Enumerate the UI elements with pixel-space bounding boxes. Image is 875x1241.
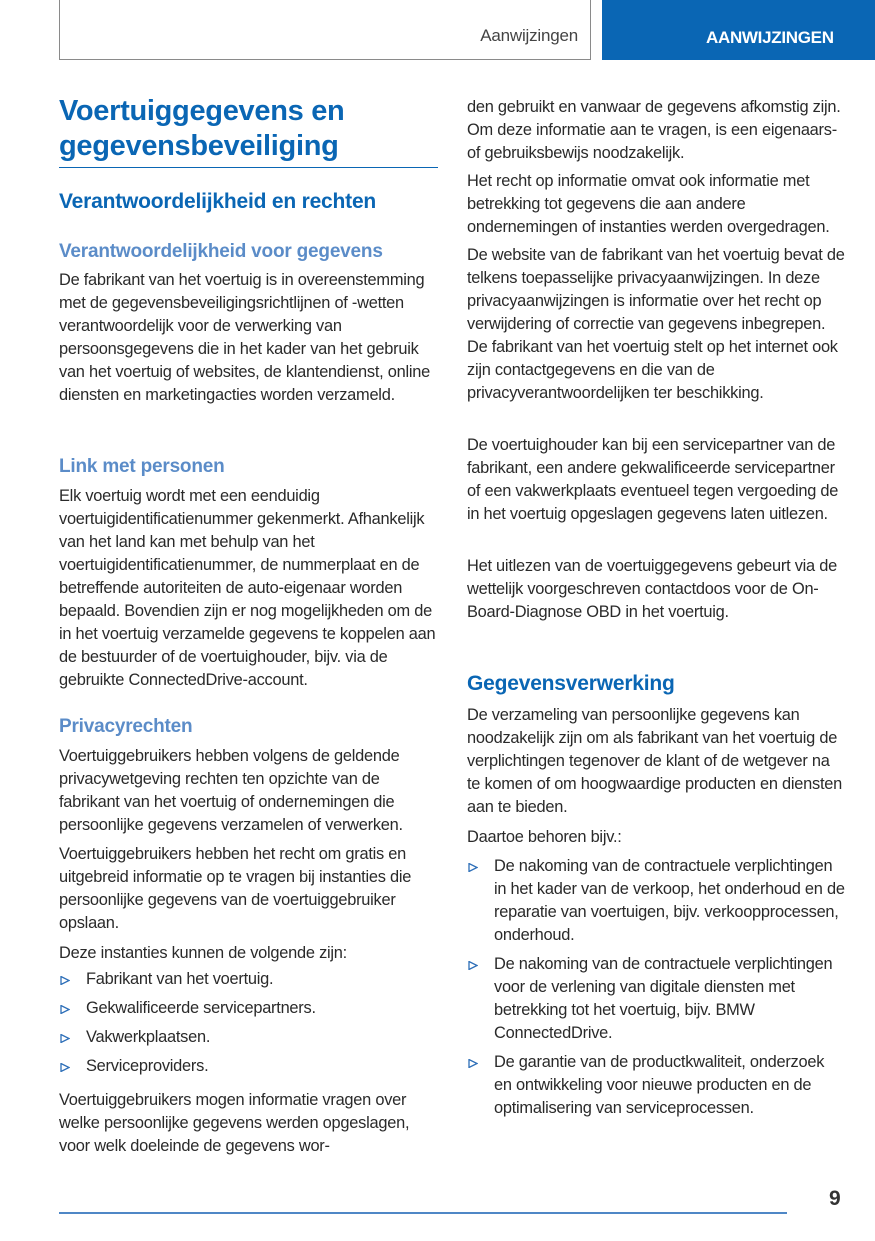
- instances-list: [59, 968, 437, 1078]
- triangle-bullet-icon: [60, 997, 70, 1020]
- chapter-tab-label: AANWIJZINGEN: [706, 28, 834, 47]
- list-item: Gekwalificeerde servicepartners.: [59, 997, 437, 1020]
- triangle-bullet-icon: [60, 1055, 70, 1078]
- paragraph-info-right: Het recht op informatie omvat ook informatie met betrekking tot gegevens die aan andere ondernemingen of instanties werden overgedragen.: [467, 172, 830, 236]
- list-item: Vakwerkplaatsen.: [59, 1026, 437, 1049]
- header-chapter-title: Aanwijzingen: [480, 26, 578, 45]
- paragraph-obd: Het uitlezen van de voertuiggegevens gebeurt via de wettelijk voorgeschreven contactdoos voor de On-Board-Diagnose OBD in het voertuig.: [467, 557, 837, 621]
- triangle-bullet-icon: [468, 855, 478, 878]
- list-item: De nakoming van de contractuele verplichtingen voor de verlening van digitale diensten met betrekking tot het voertuig, bijv. BMW ConnectedDrive.: [467, 953, 845, 1045]
- paragraph-privacy-request-part2: den gebruikt en vanwaar de gegevens afkomstig zijn. Om deze informatie aan te vragen, is een eigenaars- of gebruiksbewijs noodzakelijk.: [467, 98, 841, 162]
- triangle-bullet-icon: [60, 1026, 70, 1049]
- paragraph-link-persons: Elk voertuig wordt met een eenduidig voertuigidentificatienummer gekenmerkt. Afhankelijk van het land kan met behulp van het voertuigidentificatienummer, de nummerplaat en de betreffende autoriteiten de auto-eigenaar worden bepaald. Bovendien zijn er nog mogelijkheden om de in het voertuig verzamelde gegevens te koppelen aan de bestuurder of de voertuighouder, bijv. via de gebruikte ConnectedDrive-account.: [59, 487, 436, 689]
- paragraph-privacy-rights-1: Voertuiggebruikers hebben volgens de geldende privacywetgeving rechten ten opzichte van de fabrikant van het voertuig of ondernemingen die persoonlijke gegevens verzamelen of verwerken.: [59, 747, 403, 834]
- triangle-bullet-icon: [60, 968, 70, 991]
- paragraph-data-responsibility: De fabrikant van het voertuig is in overeenstemming met de gegevensbeveiligingsrichtlijnen of -wetten verantwoordelijk voor de verwerking van persoonsgegevens die in het kader van het gebruik van het voertuig of websites, de klantendienst, online diensten en marketingacties worden verzameld.: [59, 271, 431, 404]
- paragraph-privacy-request-part1: [59, 1089, 419, 1158]
- paragraph-instances-intro: Deze instanties kunnen de volgende zijn:: [59, 944, 347, 962]
- section-heading-responsibility: Verantwoordelijkheid en rechten: [59, 190, 377, 213]
- list-item: De garantie van de productkwaliteit, onderzoek en ontwikkeling voor nieuwe producten en de optimalisering van serviceprocessen.: [467, 1051, 845, 1120]
- paragraph-website: De website van de fabrikant van het voertuig bevat de telkens toepasselijke privacyaanwijzingen. In deze privacyaanwijzingen is informatie over het recht op verwijdering of correctie van gegevens inbegrepen. De fabrikant van het voertuig stelt op het internet ook zijn contactgegevens en die van de privacyverantwoordelijken ter beschikking.: [467, 246, 845, 402]
- list-item: Fabrikant van het voertuig.: [59, 968, 437, 991]
- paragraph-vehicle-holder: De voertuighouder kan bij een servicepartner van de fabrikant, een andere gekwalificeerde servicepartner of een vakwerkplaats eventueel tegen vergoeding de in het voertuig opgeslagen gegevens laten uitlezen.: [467, 436, 839, 523]
- page-title: Voertuiggegevens en gegevensbeveiliging: [59, 94, 438, 168]
- paragraph-includes: Daartoe behoren bijv.:: [467, 828, 622, 846]
- processing-list: [467, 855, 845, 1120]
- footer-rule: [59, 1212, 787, 1214]
- subheading-link-persons: Link met personen: [59, 456, 225, 477]
- page-number: 9: [829, 1187, 841, 1210]
- list-item: Serviceproviders.: [59, 1055, 437, 1078]
- triangle-bullet-icon: [468, 1051, 478, 1074]
- subheading-privacy-rights: Privacyrechten: [59, 716, 193, 737]
- header-chapter-box: [59, 0, 591, 60]
- chapter-tab[interactable]: [602, 0, 875, 60]
- paragraph-privacy-rights-2: Voertuiggebruikers hebben het recht om gratis en uitgebreid informatie op te vragen bij instanties die persoonlijke gegevens van de voertuiggebruiker opslaan.: [59, 845, 412, 932]
- paragraph-privacy-request-text: Voertuiggebruikers mogen informatie vragen over welke persoonlijke gegevens werden opgeslagen, voor welk doeleinde de gegevens wor-: [59, 1091, 410, 1155]
- paragraph-processing: De verzameling van persoonlijke gegevens kan noodzakelijk zijn om als fabrikant van het voertuig de verplichtingen tegenover de klant of de wetgever na te komen of om hoogwaardige producten en diensten aan te bieden.: [467, 706, 843, 816]
- section-heading-processing: Gegevensverwerking: [467, 672, 675, 695]
- subheading-data-responsibility: Verantwoordelijkheid voor gegevens: [59, 241, 383, 262]
- list-item: De nakoming van de contractuele verplichtingen in het kader van de verkoop, het onderhoud en de reparatie van voertuigen, bijv. verkoopprocessen, onderhoud.: [467, 855, 845, 947]
- triangle-bullet-icon: [468, 953, 478, 976]
